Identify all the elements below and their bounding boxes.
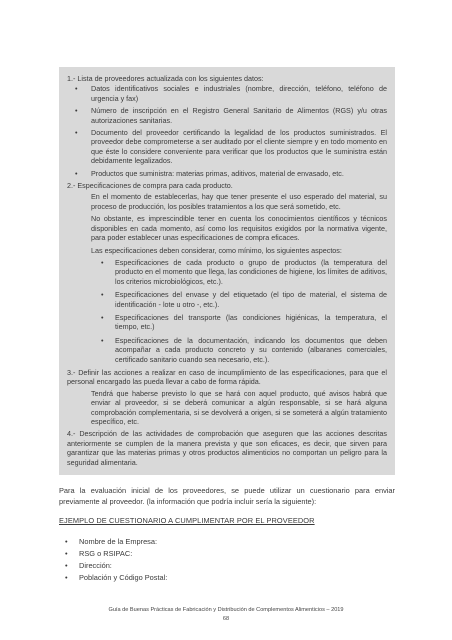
- list-item: • Documento del proveedor certificando la legalidad de los productos suministrados. El proveedor debe comprometerse a ser auditado por el cliente siempre y en todo momento en que éste lo considere conveniente para verificar que los productos que le suministra están debidamente legalizados.: [75, 128, 387, 166]
- item-2-paragraph: No obstante, es imprescindible tener en cuenta los conocimientos científicos y técnicos disponibles en cada momento, así como los requisitos exigidos por la normativa vigente, para poder establecer unas especificaciones de compra eficaces.: [91, 214, 387, 243]
- item-3-paragraph: Tendrá que haberse previsto lo que se hará con aquel producto, qué avisos habrá que enviar al proveedor, si se deberá comunicar a algún responsable, si se hará alguna comprobación complementaria, si se devolverá a origen, si se someterá a algún tratamiento específico, etc.: [91, 388, 387, 426]
- item-2-paragraph: En el momento de establecerlas, hay que tener presente el uso esperado del material, su proceso de producción, los posibles tratamientos a los que será sometido, etc.: [91, 192, 387, 211]
- list-item: • Especificaciones de cada producto o grupo de productos (la temperatura del producto en el momento que llega, las condiciones de higiene, los límites de aditivos, los criterios microbiológicos, etc.).: [101, 257, 387, 286]
- bullet-icon: •: [65, 549, 68, 558]
- list-item: • Número de inscripción en el Registro General Sanitario de Alimentos (RGS) y/u otras autorizaciones sanitarias.: [75, 106, 387, 125]
- list-item: • Especificaciones de la documentación, indicando los documentos que deben acompañar a cada producto concreto y su contenido (albaranes comerciales, certificado sanitario cuando sea necesario, etc.).: [101, 335, 387, 364]
- item-2-paragraph: Las especificaciones deben considerar, como mínimo, los siguientes aspectos:: [91, 245, 342, 255]
- list-item: • Dirección:: [65, 561, 112, 570]
- item-4-paragraph: 4.- Descripción de las actividades de comprobación que aseguren que las acciones descritas anteriormente se cumplen de la manera prevista y que son eficaces, es decir, que sirven para garantizar que las materias primas y otros productos alimenticios no comportan un peligro para la seguridad alimentaria.: [67, 429, 387, 467]
- bullet-icon: •: [75, 128, 78, 138]
- item-1-bullet-list: [67, 84, 387, 178]
- bullet-icon: •: [101, 257, 104, 267]
- bullet-icon: •: [65, 561, 68, 570]
- list-item: • Población y Código Postal:: [65, 573, 168, 582]
- bullet-icon: •: [101, 312, 104, 322]
- requirements-box: [59, 67, 395, 475]
- bullet-icon: •: [101, 290, 104, 300]
- bullet-icon: •: [101, 335, 104, 345]
- item-2-bullet-list: [91, 258, 387, 364]
- footer-title: Guía de Buenas Prácticas de Fabricación y Distribución de Complementos Alimenticios – 2019: [108, 607, 344, 613]
- bullet-icon: •: [65, 573, 68, 582]
- intro-paragraph: Para la evaluación inicial de los proveedores, se puede utilizar un cuestionario para enviar previamente al proveedor. (la información que podría incluir sería la siguiente):: [59, 486, 395, 506]
- list-item: • Datos identificativos sociales e industriales (nombre, dirección, teléfono, teléfono de urgencia y fax): [75, 84, 387, 103]
- list-item: • Productos que suministra: materias primas, aditivos, material de envasado, etc.: [75, 168, 344, 178]
- list-item: • Especificaciones del envase y del etiquetado (el tipo de material, el sistema de identificación - lote u otro -, etc.).: [101, 290, 387, 309]
- item-1-heading: 1.- Lista de proveedores actualizada con los siguientes datos:: [67, 74, 264, 83]
- item-2-heading: 2.- Especificaciones de compra para cada producto.: [67, 181, 233, 191]
- questionnaire-field-list: [59, 536, 395, 583]
- list-item: • RSG o RSIPAC:: [65, 549, 133, 558]
- bullet-icon: •: [75, 84, 78, 94]
- bullet-icon: •: [65, 537, 68, 546]
- bullet-icon: •: [75, 106, 78, 116]
- questionnaire-section: [59, 485, 395, 584]
- list-item: • Especificaciones del transporte (las condiciones higiénicas, la temperatura, el tiempo, etc.): [101, 312, 387, 332]
- list-item: • Nombre de la Empresa:: [65, 537, 158, 546]
- questionnaire-heading: EJEMPLO DE CUESTIONARIO A CUMPLIMENTAR POR EL PROVEEDOR: [59, 516, 315, 525]
- page-number: 68: [222, 616, 230, 622]
- bullet-icon: •: [75, 168, 78, 178]
- item-3-heading: 3.- Definir las acciones a realizar en caso de incumplimiento de las especificaciones, para que el personal encargado las pueda llevar a cabo de forma rápida.: [67, 367, 387, 387]
